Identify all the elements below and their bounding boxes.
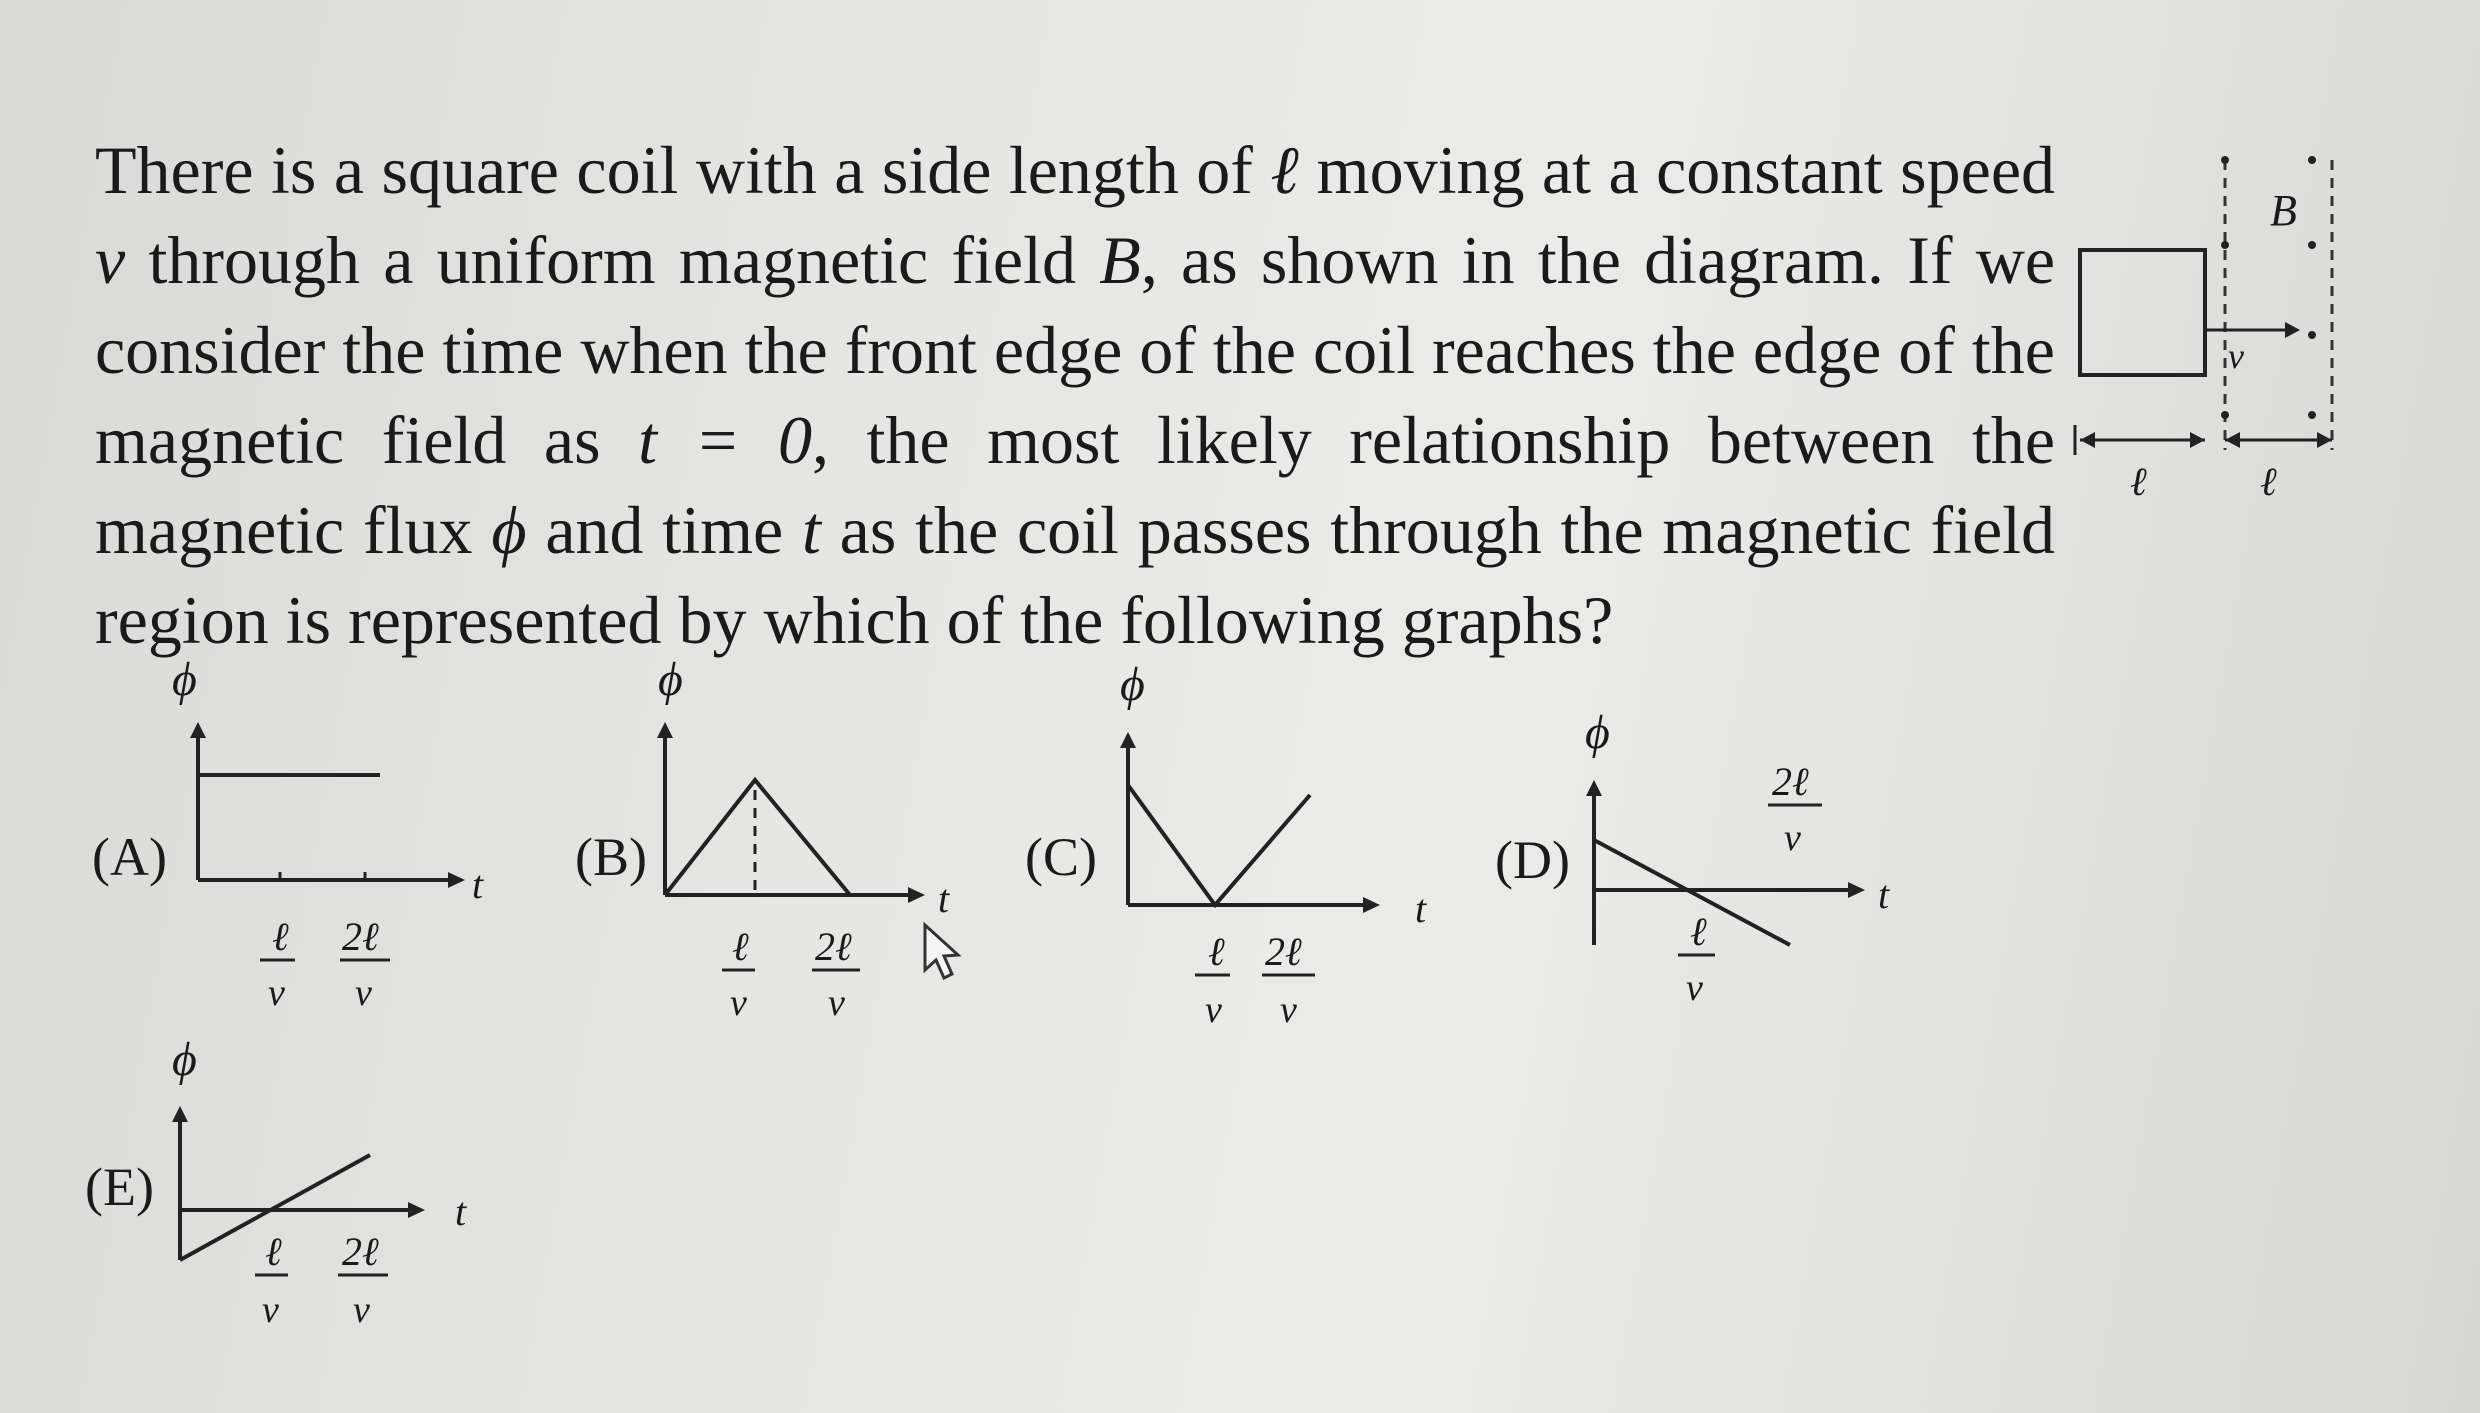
question-part: , the most likely relationship between the magnetic flux: [95, 402, 2056, 568]
x-axis-label: t: [1415, 886, 1427, 931]
tick1-denominator: v: [1205, 989, 1222, 1031]
y-axis-label: ϕ: [1585, 706, 1610, 759]
tick2-numerator: 2ℓ: [815, 924, 852, 969]
x-axis-label: t: [472, 862, 484, 907]
tick1-denominator: v: [730, 982, 747, 1024]
tick1-numerator: ℓ: [732, 924, 749, 969]
x-axis-label: t: [938, 876, 950, 921]
y-axis-label: ϕ: [172, 653, 197, 706]
symbol-ell: ℓ: [1270, 132, 1300, 208]
symbol-t: t: [801, 492, 821, 568]
tick1-numerator: ℓ: [1690, 909, 1707, 954]
question-part: moving at a constant speed: [1316, 132, 2056, 208]
symbol-B: B: [1099, 222, 1141, 298]
tick1-numerator: ℓ: [272, 914, 289, 959]
y-axis-label: ϕ: [172, 1033, 197, 1086]
question-part: through a uniform magnetic field: [148, 222, 1077, 298]
tick1-denominator: v: [1686, 967, 1703, 1009]
question-text: [95, 125, 2055, 665]
tick2-numerator: 2ℓ: [1772, 759, 1809, 804]
tick2-denominator: v: [1784, 817, 1801, 859]
tick2-denominator: v: [1280, 989, 1297, 1031]
velocity-label: v: [2228, 336, 2244, 376]
tick2-numerator: 2ℓ: [342, 914, 379, 959]
option-label: (A): [92, 827, 167, 887]
tick2-denominator: v: [353, 1289, 370, 1331]
option-a-graph: [80, 650, 520, 1050]
square-coil: [2080, 250, 2205, 375]
tick2-numerator: 2ℓ: [1265, 929, 1302, 974]
option-label: (B): [575, 827, 647, 887]
field-label: B: [2270, 186, 2297, 235]
question-part: , as shown in the diagram. If we consider the time when the front edge of the coil reaches the edge of the magnetic field as: [95, 222, 2056, 478]
question-part: There is a square coil with a side length of: [95, 132, 1253, 208]
y-axis-label: ϕ: [1120, 660, 1145, 711]
tick1-denominator: v: [262, 1289, 279, 1331]
option-label: (C): [1025, 827, 1097, 887]
tick1-numerator: ℓ: [1208, 929, 1225, 974]
tick2-numerator: 2ℓ: [342, 1229, 379, 1274]
option-e-graph: [80, 1030, 500, 1350]
flux-curve: [665, 780, 850, 895]
option-label: (E): [85, 1157, 154, 1217]
tick2-denominator: v: [828, 982, 845, 1024]
tick2-denominator: v: [355, 972, 372, 1014]
option-label: (D): [1495, 830, 1570, 890]
option-d-graph: [1490, 700, 1930, 1040]
mouse-cursor-icon: [925, 925, 958, 978]
tick1-numerator: ℓ: [265, 1229, 282, 1274]
option-c-graph: [1020, 660, 1460, 1060]
tick1-denominator: v: [268, 972, 285, 1014]
question-part: and time: [545, 492, 784, 568]
x-axis-label: t: [1878, 872, 1890, 917]
symbol-t0: t = 0: [638, 402, 812, 478]
symbol-phi: ϕ: [491, 492, 527, 568]
field-width-label: ℓ: [2260, 459, 2277, 504]
coil-width-label: ℓ: [2130, 459, 2147, 504]
coil-field-diagram: [2060, 140, 2350, 520]
flux-curve: [1128, 785, 1310, 905]
question-part: as the coil passes through the magnetic field region is represented by which of the following graphs?: [95, 492, 2056, 658]
option-b-graph: [560, 650, 980, 1050]
symbol-v: v: [95, 222, 126, 298]
x-axis-label: t: [455, 1189, 467, 1234]
y-axis-label: ϕ: [658, 653, 683, 706]
